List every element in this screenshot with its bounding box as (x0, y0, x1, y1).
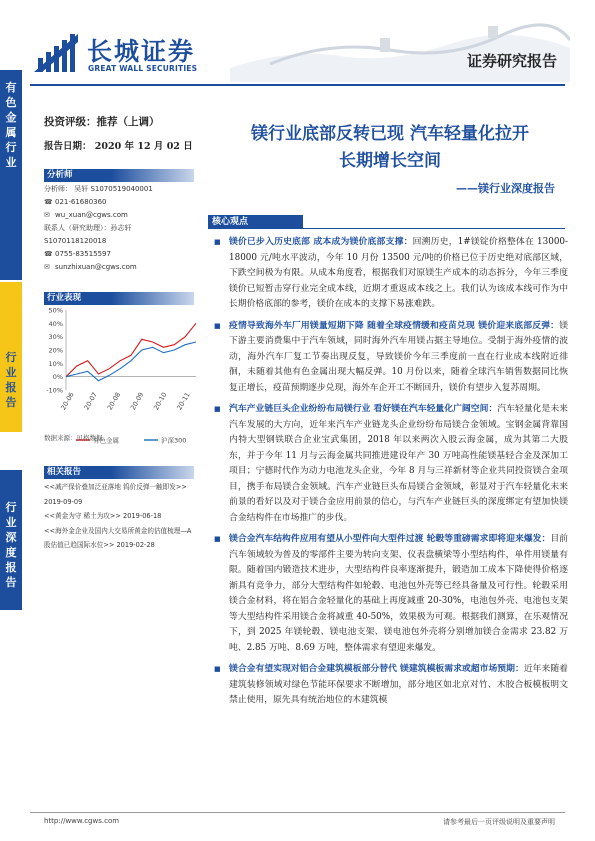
footer-disclaimer: 请参考最后一页评级说明及重要声明 (443, 818, 555, 826)
footer-divider (30, 812, 565, 813)
core-paragraph (212, 235, 568, 313)
core-views-body (212, 235, 568, 715)
logo-chinese: 长城证券 (87, 37, 196, 66)
related-report-item[interactable]: <<海外金企业及国内大交易所黄金的估值梳理—A股估值已趋国际水位>> 2019-02-28 (44, 526, 192, 549)
report-subtitle: ——镁行业深度报告 (456, 182, 555, 195)
related-report-item[interactable]: <<减产保价叠加泛亚落地 钨价反弹一触即发>> 2019-09-09 (44, 483, 187, 506)
paragraph-text: 汽车轻量化是未来汽车发展的大方向，近年来汽车产业链龙头企业纷纷布局镁合金领域。宝钢金属背靠国内特大型钢铁联合企业宝武集团，2018 年以来两次入股云海金属，成为其第二大股东，并于今年 11 月与云海金属共同推进建设年产 30 万吨高性能镁基轻合金及深加工项目；宁德时代作为动力电池龙头企业，今年 8 月与三祥新材等企业共同投资镁合金项目，携手布局镁合金领域。汽车产业链巨头布局镁合金领域，彰显对于汽车轻量化未来前景的看好以及对于镁合金应用前景的信心，与汽车产业链巨头的深度绑定有望加快镁合金结构件在市场推广的步伐。 (229, 404, 568, 523)
analyst-info (44, 183, 194, 274)
x-tick-label: 20-08 (105, 391, 123, 412)
core-paragraph (212, 402, 568, 526)
investment-rating: 投资评级：推荐（上调） (44, 116, 160, 128)
y-tick-label: 20% (48, 346, 63, 355)
paragraph-text: 回溯历史，1#镁锭价格整体在 13000-18000 元/吨水平波动，今年 10 月份 13500 元/吨的价格已位于历史绝对底部区域，下跌空间极为有限。从成本角度看，根据我们对原镁生产成本的动态拆分，今年三季度镁价已短暂击穿行业完全成本线，近期才重返成本线之上。我们认为该成本线可作为中长期价格底部的参考，镁价在成本的支撑下易涨难跌。 (229, 237, 568, 309)
y-tick-label: 30% (48, 333, 63, 342)
mail-icon: ✉ (44, 263, 50, 271)
core-paragraph (212, 532, 568, 656)
y-tick-label: 40% (48, 319, 63, 328)
related-reports-list (44, 480, 196, 553)
mail-icon: ✉ (44, 211, 50, 219)
contact-email[interactable]: ✉ sunzhixuan@cgws.com (44, 261, 194, 274)
contact-name: 联系人（研究助理）：孙志轩 (44, 224, 132, 232)
y-tick-label: 50% (48, 306, 63, 315)
x-tick-label: 20-10 (152, 391, 169, 412)
contact-phone: ☎ 0755-83515597 (44, 248, 194, 261)
x-tick-label: 20-07 (82, 391, 99, 412)
core-views-divider (208, 228, 565, 229)
paragraph-text: 目前汽车领域较为普及的零部件主要为转向支架、仪表盘横梁等小型结构件，单件用镁量有限。随着国内锻造技术进步，大型结构件良率逐渐提升，锻造加工成本下降使得价格逐渐具有竞争力，部分大型结构件如轮毂、电池包外壳等已经具备量及可行性。轮毂采用镁合金材料，将在铝合金轻量化的基础上再度减重 20-30%，电池包外壳、电池包支架等大型结构件采用镁合金将减重 40-50%，效果极为可观。根据我们测算，在乐观情况下，到 2025 年镁轮毂、镁电池支架、镁电池包外壳将分别增加镁合金需求 23.82 万吨、2.85 万吨、8.69 万吨，整体需求有望迎来爆发。 (229, 534, 568, 653)
core-paragraph (212, 662, 568, 709)
paragraph-heading: 镁合金有望实现对铝合金建筑模板部分替代 镁建筑模板需求或超市场预期： (229, 664, 524, 674)
side-tab-industry-label: 有色金属行业 (5, 81, 17, 169)
legend-label: 有色金属 (93, 436, 119, 445)
phone-icon: ☎ (44, 198, 53, 206)
core-views-heading: 核心观点 (208, 215, 303, 229)
paragraph-heading: 镁价已步入历史底部 成本成为镁价底部支撑： (229, 237, 413, 247)
industry-performance-chart (36, 300, 206, 450)
paragraph-text: 近年来随着建筑装修领域对绿色节能环保要求不断增加，部分地区如北京对竹、木胶合板模板明文禁止使用，原先具有统治地位的木建筑模 (229, 664, 568, 705)
y-tick-label: 10% (48, 359, 63, 368)
paragraph-text: 镁下游主要消费集中于汽车领域，同时海外汽车用镁占据主导地位。受制于海外疫情的波动，海外汽车厂复工节奏出现反复，导致镁价今年三季度前一直在行业成本线附近徘徊，未随着其他有色金属出现大幅反弹。10 月份以来，随着全球汽车销售数据同比恢复正增长，疫苗预期逐步兑现，海外车企开工不断回升，镁价有望步入复苏周期。 (229, 320, 568, 393)
analyst-name: 分析师： 吴轩 S1070519040001 (44, 185, 153, 193)
related-report-item[interactable]: <<黄金为守 稀土为攻>> 2019-06-18 (44, 512, 162, 520)
related-section-title: 相关报告 (44, 466, 194, 479)
analyst-email[interactable]: ✉ wu_xuan@cgws.com (44, 209, 194, 222)
series-line (66, 323, 196, 376)
chart-data-source: 数据来源：贝格数据 (44, 434, 103, 442)
paragraph-heading: 疫情导致海外车厂用镁量短期下降 随着全球疫情缓和疫苗兑现 镁价迎来底部反弹： (229, 320, 560, 331)
report-type-label: 证券研究报告 (466, 52, 557, 70)
contact-license: S1070118120018 (44, 237, 107, 245)
logo-mark-icon (30, 28, 82, 78)
chart-section-title: 行业表现 (44, 292, 194, 305)
paragraph-heading: 汽车产业链巨头企业纷纷布局镁行业 看好镁在汽车轻量化广阔空间： (229, 404, 498, 414)
report-title-line1: 镁行业底部反转已现 汽车轻量化拉开 (251, 124, 529, 144)
x-tick-label: 20-11 (175, 391, 192, 412)
y-tick-label: 0% (52, 373, 63, 382)
x-tick-label: 20-06 (59, 391, 76, 412)
x-tick-label: 20-09 (128, 391, 146, 412)
report-title-line2: 长期增长空间 (339, 151, 441, 171)
company-logo (30, 28, 220, 78)
core-paragraph (212, 319, 568, 397)
report-date: 报告日期： 2020 年 12 月 02 日 (44, 141, 193, 152)
paragraph-heading: 镁合金汽车结构件应用有望从小型件向大型件过渡 轮毂等重磅需求即将迎来爆发： (229, 534, 551, 544)
footer-url[interactable]: http://www.cgws.com (44, 817, 120, 825)
header-divider (30, 84, 565, 86)
phone-icon: ☎ (44, 250, 53, 258)
legend-label: 沪深300 (161, 436, 187, 445)
y-tick-label: -10% (46, 386, 63, 395)
logo-english: GREAT WALL SECURITIES (88, 64, 198, 73)
side-tab-report-label: 行业报告 (5, 351, 17, 409)
side-tab-deep-report-label: 行业深度报告 (5, 501, 17, 589)
analyst-phone: ☎ 021-61680360 (44, 196, 194, 209)
analyst-section-title: 分析师 (44, 169, 194, 182)
